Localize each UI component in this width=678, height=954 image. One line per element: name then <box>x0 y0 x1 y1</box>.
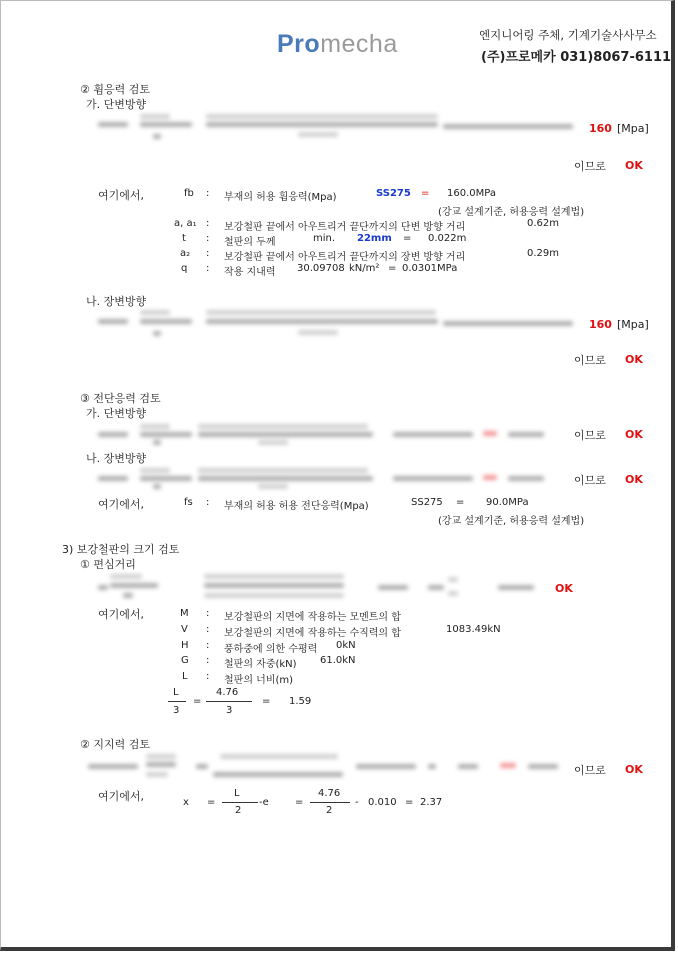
fb-description: 부재의 허용 휨응력(Mpa) <box>224 192 337 203</box>
company-phone: (주)프로메카 031)8067-6111 <box>481 50 672 65</box>
bending-long-limit: 160 <box>589 318 612 331</box>
x-result: 2.37 <box>420 797 443 808</box>
fraction-bar <box>222 802 258 803</box>
colon: : <box>206 248 210 259</box>
frac-l-numerator: L <box>173 687 179 698</box>
colon: : <box>206 233 210 244</box>
fs-symbol: fs <box>184 497 193 508</box>
denominator-value: 2 <box>326 805 333 816</box>
shear-sub-short: 가. 단변방향 <box>86 407 147 420</box>
bearing-therefore: 이므로 <box>574 764 606 777</box>
size-heading: 3) 보강철판의 크기 검토 <box>62 543 180 556</box>
equals: = <box>193 696 202 707</box>
company-logo: Promecha <box>277 30 398 58</box>
numerator-value: 4.76 <box>318 788 341 799</box>
l-symbol: L <box>182 671 188 682</box>
frac-3-denominator: 3 <box>173 705 180 716</box>
fraction-bar <box>168 701 186 702</box>
t-symbol: t <box>182 233 186 244</box>
l-description: 철판의 너비(m) <box>224 675 294 686</box>
blurred-formula-bending-short <box>98 112 578 148</box>
a2-symbol: a₂ <box>180 248 191 259</box>
h-symbol: H <box>181 640 189 651</box>
colon: : <box>206 671 210 682</box>
t-mm: 22mm <box>357 233 392 244</box>
equals: = <box>456 497 465 508</box>
bending-standard: (강교 설계기준, 허용응력 설계법) <box>438 207 585 218</box>
x-symbol: x <box>183 797 189 808</box>
bending-sub-short: 가. 단변방향 <box>86 98 147 111</box>
fb-material: SS275 <box>376 188 411 199</box>
blurred-formula-shear-long <box>98 464 558 494</box>
e-value: 0.010 <box>368 797 397 808</box>
bending-short-ok: OK <box>625 159 643 172</box>
bearing-heading: ② 지지력 검토 <box>80 738 150 751</box>
colon: : <box>206 655 210 666</box>
t-description: 철판의 두께 <box>224 237 276 248</box>
h-description: 풍하중에 의한 수평력 <box>224 644 318 655</box>
eccentricity-heading: ① 편심거리 <box>80 558 136 571</box>
t-value: 0.022m <box>428 233 467 244</box>
blurred-formula-shear-short <box>98 420 558 450</box>
q-value-mpa: 0.0301MPa <box>402 263 458 274</box>
l-numerator: L <box>234 788 240 799</box>
shear-standard: (강교 설계기준, 허용응력 설계법) <box>438 516 585 527</box>
shear-short-therefore: 이므로 <box>574 429 606 442</box>
equals: = <box>405 797 414 808</box>
m-symbol: M <box>180 608 189 619</box>
fs-material: SS275 <box>411 497 443 508</box>
shear-sub-long: 나. 장변방향 <box>86 452 147 465</box>
shear-short-ok: OK <box>625 428 643 441</box>
frac-denominator: 3 <box>226 705 233 716</box>
h-value: 0kN <box>336 640 356 651</box>
q-description: 작용 지내력 <box>224 267 276 278</box>
colon: : <box>206 497 210 508</box>
colon: : <box>206 640 210 651</box>
frac-result: 1.59 <box>289 696 312 707</box>
q-unit: kN/m² <box>349 263 380 274</box>
colon: : <box>206 263 210 274</box>
a-symbol: a, a₁ <box>174 218 197 229</box>
a2-value: 0.29m <box>527 248 560 259</box>
bending-long-ok: OK <box>625 353 643 366</box>
fraction-bar <box>206 701 252 702</box>
shear-where: 여기에서, <box>98 498 145 511</box>
bending-long-unit: [Mpa] <box>617 318 649 331</box>
frac-numerator: 4.76 <box>216 687 239 698</box>
colon: : <box>206 608 210 619</box>
equals: = <box>403 233 412 244</box>
bearing-where: 여기에서, <box>98 790 145 803</box>
blurred-formula-eccentricity <box>98 571 548 605</box>
fs-value: 90.0MPa <box>486 497 529 508</box>
size-where: 여기에서, <box>98 608 145 621</box>
v-description: 보강철판의 지면에 작용하는 수직력의 합 <box>224 628 401 639</box>
q-value-kn: 30.09708 <box>297 263 345 274</box>
bending-sub-long: 나. 장변방향 <box>86 295 147 308</box>
g-value: 61.0kN <box>320 655 356 666</box>
shear-heading: ③ 전단응력 검토 <box>80 392 161 405</box>
bearing-ok: OK <box>625 763 643 776</box>
fb-value: 160.0MPa <box>447 188 496 199</box>
two-denominator: 2 <box>235 805 242 816</box>
bending-long-therefore: 이므로 <box>574 354 606 367</box>
eccentricity-ok: OK <box>555 582 573 595</box>
equals: = <box>388 263 397 274</box>
bending-heading: ② 휨응력 검토 <box>80 83 150 96</box>
equals: = <box>295 797 304 808</box>
colon: : <box>206 218 210 229</box>
colon: : <box>206 188 210 199</box>
colon: : <box>206 624 210 635</box>
fraction-bar <box>310 802 350 803</box>
m-description: 보강철판의 지면에 작용하는 모멘트의 합 <box>224 612 401 623</box>
v-symbol: V <box>181 624 188 635</box>
q-symbol: q <box>181 263 188 274</box>
v-value: 1083.49kN <box>446 624 501 635</box>
equals: = <box>262 696 271 707</box>
g-symbol: G <box>181 655 189 666</box>
equals: = <box>421 188 430 199</box>
shear-long-therefore: 이므로 <box>574 474 606 487</box>
t-min: min. <box>313 233 336 244</box>
shear-long-ok: OK <box>625 473 643 486</box>
fb-symbol: fb <box>184 188 194 199</box>
bending-short-limit: 160 <box>589 122 612 135</box>
blurred-formula-bending-long <box>98 307 578 343</box>
company-tagline: 엔지니어링 주체, 기계기술사사무소 <box>479 28 657 42</box>
a-value: 0.62m <box>527 218 560 229</box>
fs-description: 부재의 허용 허용 전단응력(Mpa) <box>224 501 369 512</box>
a2-description: 보강철판 끝에서 아우트리거 끝단까지의 장변 방향 거리 <box>224 252 466 263</box>
blurred-formula-bearing <box>88 750 568 782</box>
minus-e: -e <box>259 797 269 808</box>
equals: = <box>207 797 216 808</box>
minus-sign: - <box>355 797 359 808</box>
a-description: 보강철판 끝에서 아우트리거 끝단까지의 단변 방향 거리 <box>224 222 466 233</box>
bending-short-unit: [Mpa] <box>617 122 649 135</box>
g-description: 철판의 자중(kN) <box>224 659 297 670</box>
bending-short-therefore: 이므로 <box>574 160 606 173</box>
bending-where: 여기에서, <box>98 189 145 202</box>
